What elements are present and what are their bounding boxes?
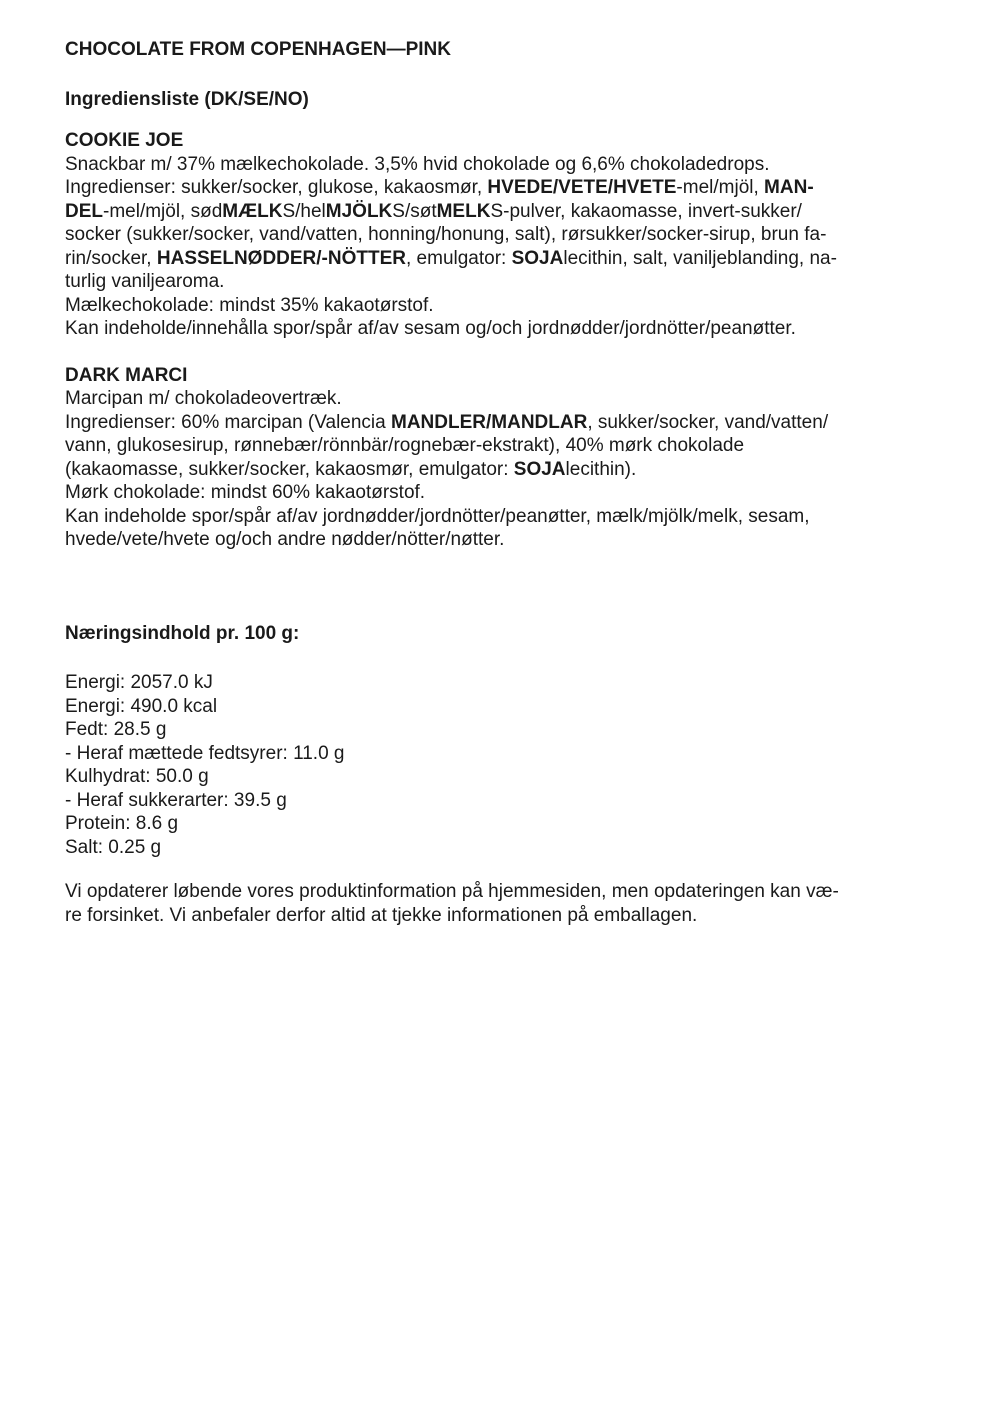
document-title: CHOCOLATE FROM COPENHAGEN—PINK	[65, 39, 451, 60]
product-description-dark-marci	[65, 387, 970, 552]
nutrition-values-list	[65, 671, 970, 859]
disclaimer-text	[65, 880, 970, 927]
text-line: Kan indeholde/innehålla spor/spår af/av sesam og/och jordnødder/jordnötter/peanøtter.	[65, 318, 796, 339]
section-dark-marci	[65, 364, 970, 552]
section-nutrition	[65, 622, 970, 860]
product-name-cookie-joe: COOKIE JOE	[65, 130, 184, 151]
nutrition-heading: Næringsindhold pr. 100 g:	[65, 622, 300, 644]
text-line: Energi: 2057.0 kJ	[65, 672, 213, 693]
text-line: turlig vaniljearoma.	[65, 271, 225, 292]
text-line: re forsinket. Vi anbefaler derfor altid at tjekke informationen på emballagen.	[65, 904, 698, 926]
text-line: - Heraf mættede fedtsyrer: 11.0 g	[65, 742, 345, 764]
text-line: Snackbar m/ 37% mælkechokolade. 3,5% hvid chokolade og 6,6% chokoladedrops.	[65, 153, 770, 175]
section-cookie-joe	[65, 129, 970, 341]
text-line: socker (sukker/socker, vand/vatten, honning/honung, salt), rørsukker/socker-sirup, brun fa-	[65, 224, 827, 245]
text-line: Protein: 8.6 g	[65, 813, 179, 834]
text-line: Ingredienser: 60% marcipan (Valencia MANDLER/MANDLAR, sukker/socker, vand/vatten/	[65, 411, 829, 433]
text-line: Kan indeholde spor/spår af/av jordnødder/jordnötter/peanøtter, mælk/mjölk/melk, sesam,	[65, 505, 810, 527]
product-name-dark-marci: DARK MARCI	[65, 364, 188, 386]
text-line: Kulhydrat: 50.0 g	[65, 766, 209, 787]
text-line: Vi opdaterer løbende vores produktinformation på hjemmesiden, men opdateringen kan væ-	[65, 881, 839, 902]
text-line: DEL-mel/mjöl, sødMÆLKS/helMJÖLKS/søtMELKS-pulver, kakaomasse, invert-sukker/	[65, 200, 802, 222]
text-line: Ingredienser: sukker/socker, glukose, kakaosmør, HVEDE/VETE/HVETE-mel/mjöl, MAN-	[65, 177, 814, 198]
text-line: Salt: 0.25 g	[65, 836, 162, 858]
product-description-cookie-joe	[65, 153, 970, 341]
text-line: (kakaomasse, sukker/socker, kakaosmør, emulgator: SOJAlecithin).	[65, 458, 637, 480]
text-line: vann, glukosesirup, rønnebær/rönnbär/rognebær-ekstrakt), 40% mørk chokolade	[65, 435, 745, 456]
text-line: - Heraf sukkerarter: 39.5 g	[65, 789, 287, 811]
text-line: Mørk chokolade: mindst 60% kakaotørstof.	[65, 482, 426, 503]
text-line: Fedt: 28.5 g	[65, 719, 167, 740]
text-line: rin/socker, HASSELNØDDER/-NÖTTER, emulgator: SOJAlecithin, salt, vaniljeblanding, na-	[65, 247, 837, 269]
text-line: Marcipan m/ chokoladeovertræk.	[65, 388, 342, 409]
ingredients-list-heading: Ingrediensliste (DK/SE/NO)	[65, 88, 309, 110]
text-line: hvede/vete/hvete og/och andre nødder/nötter/nøtter.	[65, 529, 505, 550]
text-line: Energi: 490.0 kcal	[65, 695, 218, 717]
text-line: Mælkechokolade: mindst 35% kakaotørstof.	[65, 294, 434, 316]
